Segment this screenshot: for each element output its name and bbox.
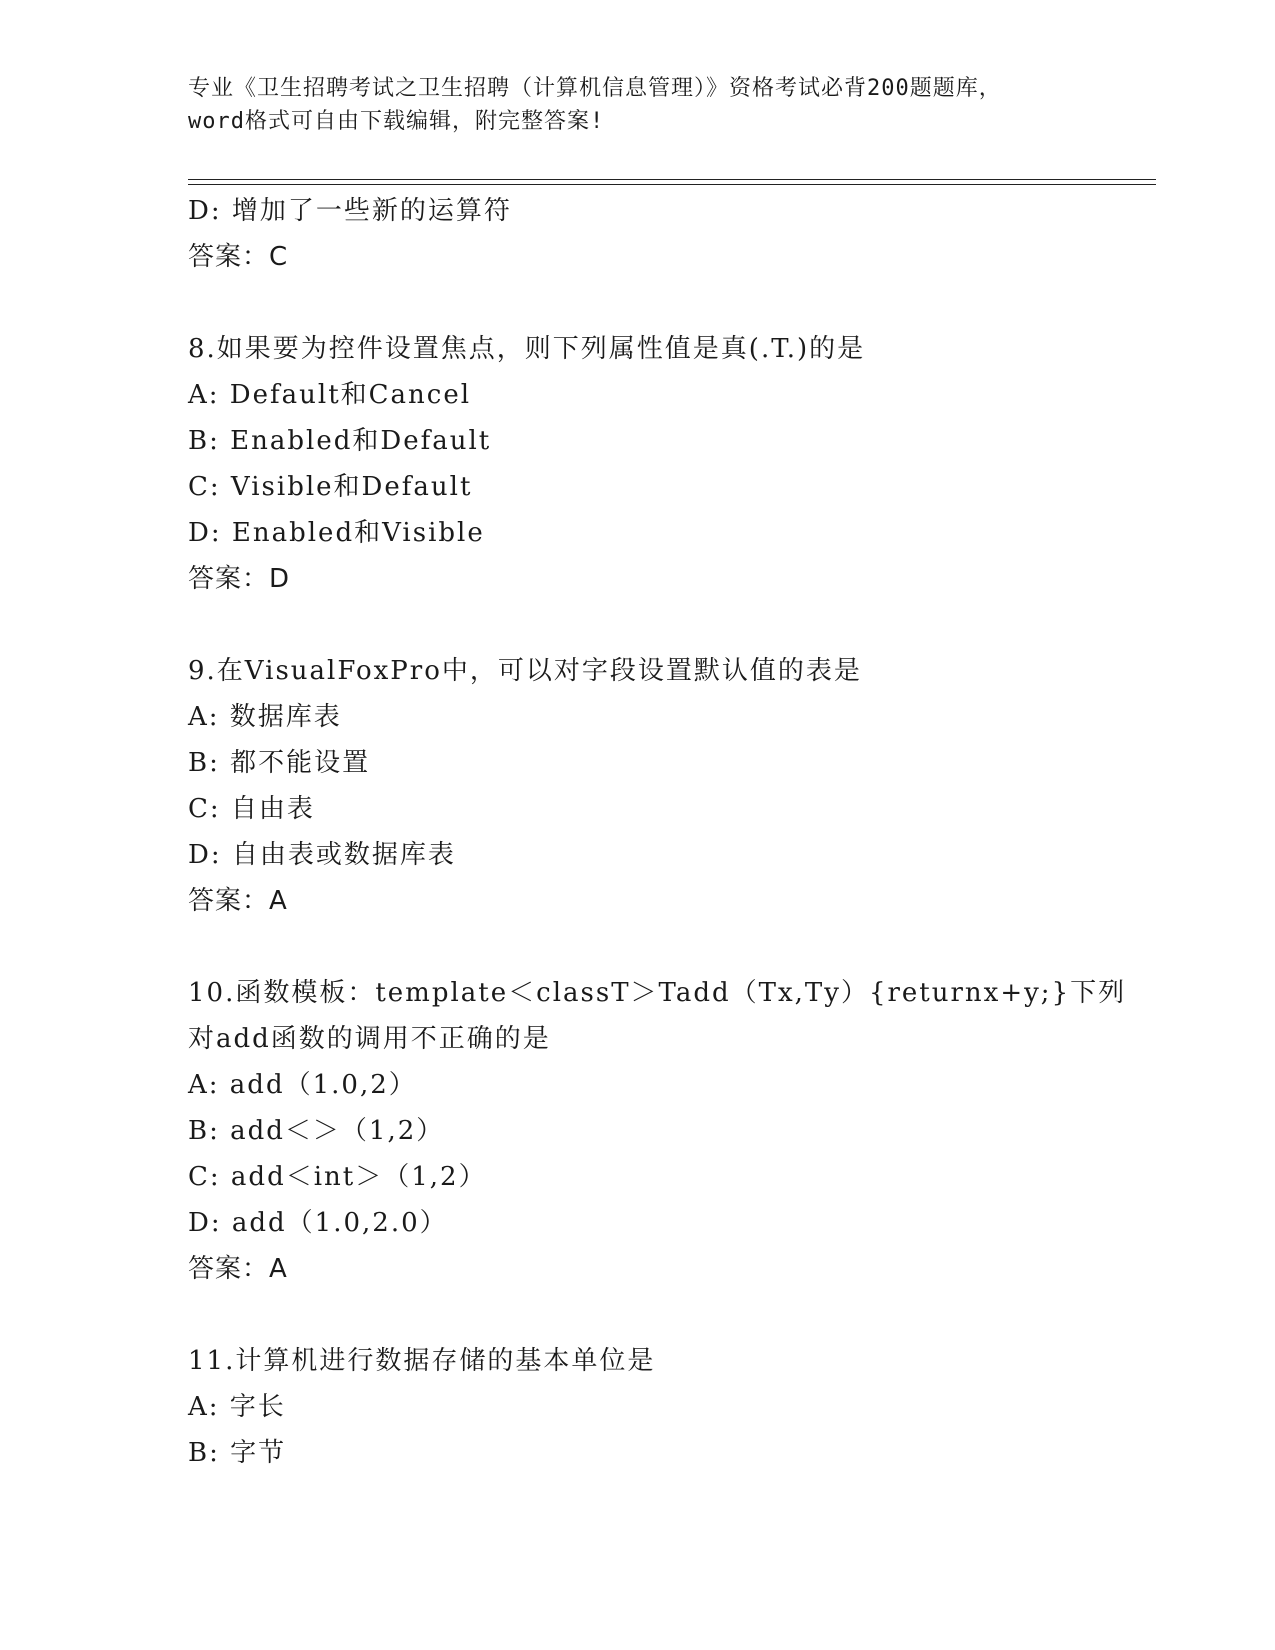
spacer	[188, 924, 1088, 970]
q7-answer: 答案：C	[188, 242, 289, 272]
q9-option-c: C: 自由表	[188, 794, 315, 824]
q9-question: 9.在VisualFoxPro中，可以对字段设置默认值的表是	[188, 656, 862, 686]
spacer	[188, 280, 1088, 326]
q8-option-b: B: Enabled和Default	[188, 426, 492, 456]
q8-option-c: C: Visible和Default	[188, 472, 473, 502]
header-subtitle-line: word格式可自由下载编辑，附完整答案!	[188, 109, 605, 134]
q10-question-line1: 10.函数模板：template＜classT＞Tadd（Tx,Ty）{returnx+y;}下列	[188, 978, 1127, 1008]
q11-option-b: B: 字节	[188, 1438, 287, 1468]
q8-answer: 答案：D	[188, 564, 291, 594]
spacer	[188, 602, 1088, 648]
q10-option-a: A: add（1.0,2）	[188, 1070, 417, 1100]
q7-option-d: D: 增加了一些新的运算符	[188, 196, 512, 226]
q8-option-d: D: Enabled和Visible	[188, 518, 485, 548]
q8-question: 8.如果要为控件设置焦点，则下列属性值是真(.T.)的是	[188, 334, 866, 364]
q9-option-d: D: 自由表或数据库表	[188, 840, 456, 870]
document-header	[188, 72, 1088, 138]
question-list	[188, 188, 1127, 1476]
header-divider-top	[188, 179, 1156, 180]
header-divider-bottom	[188, 184, 1156, 185]
q10-answer: 答案：A	[188, 1254, 288, 1284]
spacer	[188, 1292, 1088, 1338]
q10-option-c: C: add＜int＞（1,2）	[188, 1162, 487, 1192]
q11-option-a: A: 字长	[188, 1392, 286, 1422]
q10-option-b: B: add＜＞（1,2）	[188, 1116, 445, 1146]
q10-question-line2: 对add函数的调用不正确的是	[188, 1024, 551, 1054]
q9-option-b: B: 都不能设置	[188, 748, 371, 778]
header-title-line: 专业《卫生招聘考试之卫生招聘（计算机信息管理）》资格考试必背200题题库，	[188, 76, 1002, 101]
q8-option-a: A: Default和Cancel	[188, 380, 472, 410]
q10-option-d: D: add（1.0,2.0）	[188, 1208, 448, 1238]
q9-answer: 答案：A	[188, 886, 288, 916]
q9-option-a: A: 数据库表	[188, 702, 342, 732]
q11-question: 11.计算机进行数据存储的基本单位是	[188, 1346, 656, 1376]
